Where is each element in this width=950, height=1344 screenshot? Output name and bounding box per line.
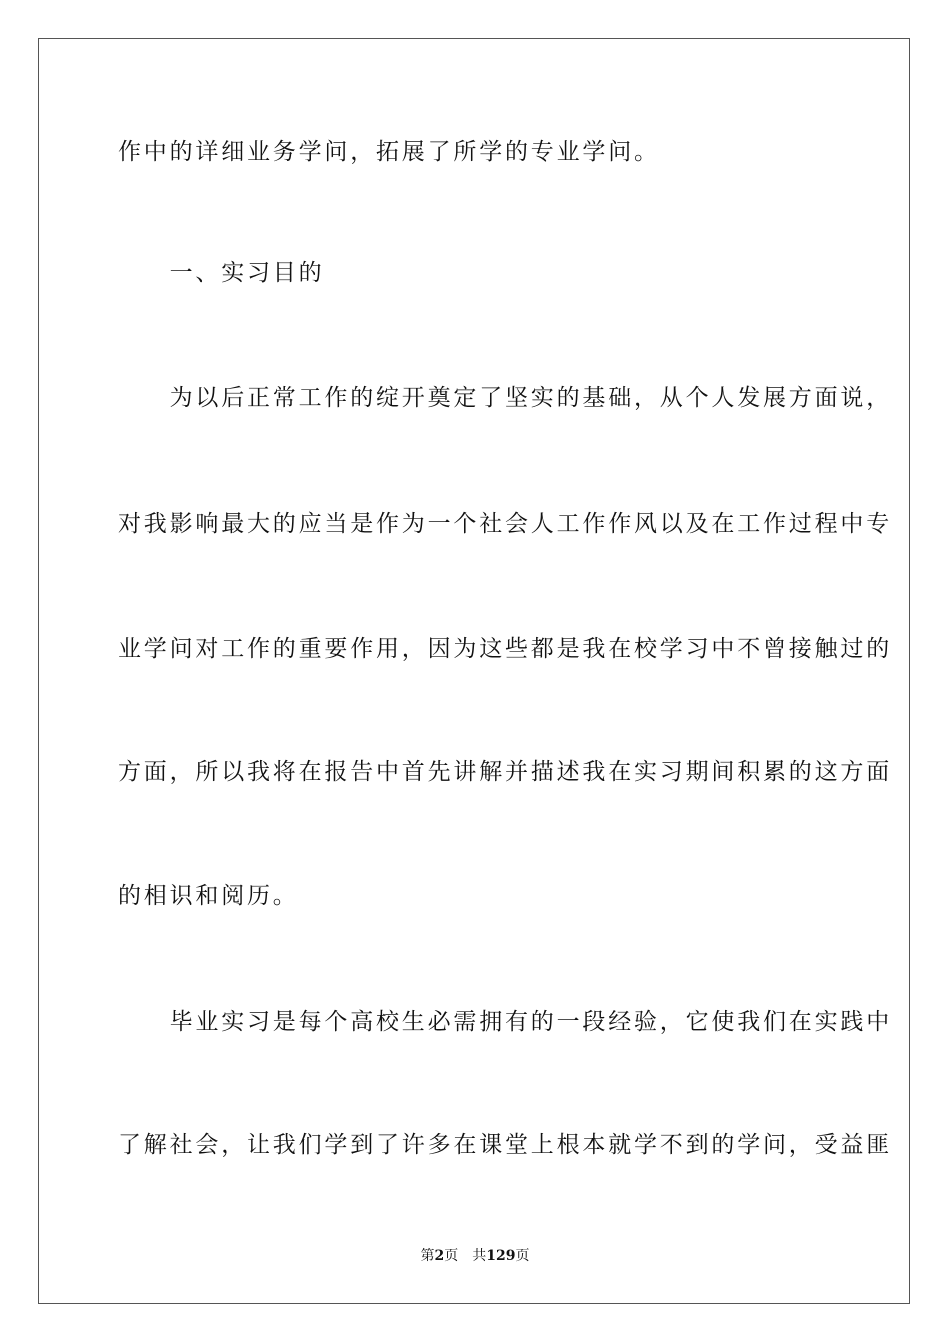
page-footer <box>0 1247 950 1265</box>
footer-total-prefix: 共 <box>472 1248 487 1264</box>
body-text-line-5: 业学问对工作的重要作用，因为这些都是我在校学习中不曾接触过的 <box>118 636 892 662</box>
footer-page-number: 2 <box>434 1248 445 1264</box>
page-border <box>38 38 910 1304</box>
body-text-line-1: 作中的详细业务学问，拓展了所学的专业学问。 <box>118 139 660 165</box>
body-text-line-6: 方面，所以我将在报告中首先讲解并描述我在实习期间积累的这方面 <box>118 759 892 785</box>
body-text-line-8: 毕业实习是每个高校生必需拥有的一段经验，它使我们在实践中 <box>118 1009 892 1035</box>
footer-page-prefix: 第 <box>420 1248 435 1264</box>
section-heading: 一、实习目的 <box>118 260 325 286</box>
footer-total-pages: 129 <box>486 1248 516 1264</box>
body-text-line-4: 对我影响最大的应当是作为一个社会人工作作风以及在工作过程中专 <box>118 511 892 537</box>
footer-page-suffix: 页 <box>444 1248 459 1264</box>
body-text-line-9: 了解社会，让我们学到了许多在课堂上根本就学不到的学问，受益匪 <box>118 1132 892 1158</box>
body-text-line-7: 的相识和阅历。 <box>118 883 299 909</box>
footer-total-suffix: 页 <box>515 1248 530 1264</box>
body-text-line-3: 为以后正常工作的绽开奠定了坚实的基础，从个人发展方面说， <box>118 385 892 411</box>
